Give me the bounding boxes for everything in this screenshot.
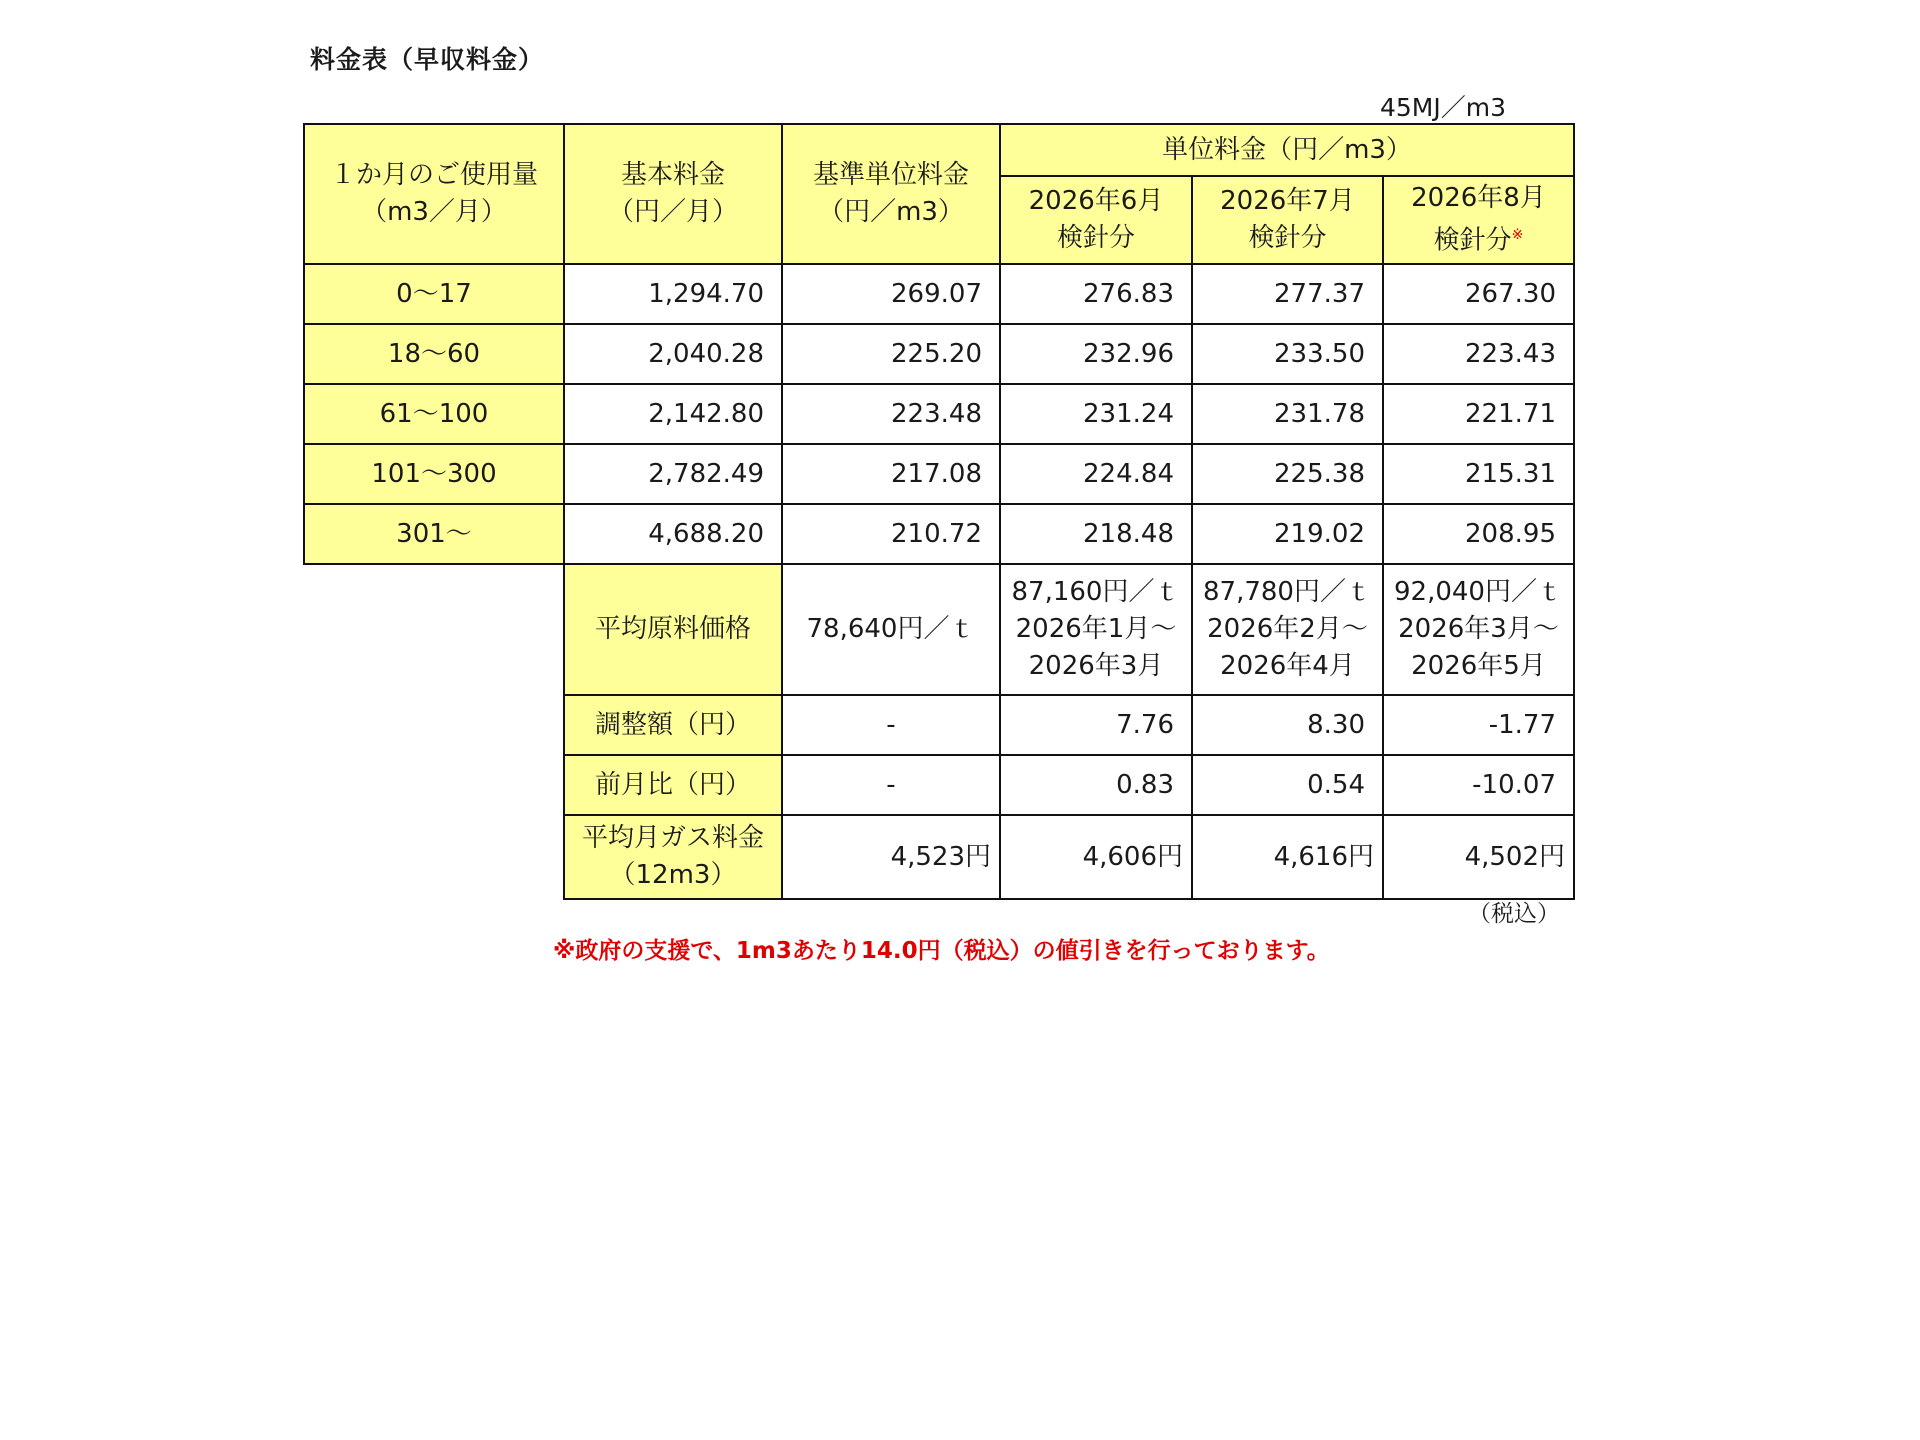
avg-bill-label-line1: 平均月ガス料金 xyxy=(581,823,764,853)
avg-bill-label-line2: （12m3） xyxy=(609,860,737,890)
month-3-cell: 223.43 xyxy=(1382,323,1575,385)
header-std-unit xyxy=(781,123,1001,265)
header-month-3-text: 検針分 xyxy=(1433,225,1512,256)
header-month-2-line1: 2026年7月 xyxy=(1220,186,1355,216)
month-2-cell: 277.37 xyxy=(1191,263,1384,325)
usage-cell: 101～300 xyxy=(303,443,565,505)
adjust-month-3: -1.77 xyxy=(1382,694,1575,756)
fuel-price-month-1-from: 2026年1月～ xyxy=(1015,614,1177,644)
header-unit-price xyxy=(999,123,1575,177)
fuel-price-label: 平均原料価格 xyxy=(563,563,783,696)
adjust-month-2: 8.30 xyxy=(1191,694,1384,756)
fuel-price-month-2-to: 2026年4月 xyxy=(1220,651,1355,681)
usage-cell: 301～ xyxy=(303,503,565,565)
fuel-price-month-1-price: 87,160円／ｔ xyxy=(1011,577,1181,607)
header-month-3 xyxy=(1382,175,1575,265)
header-month-3-line1: 2026年8月 xyxy=(1411,183,1546,214)
header-month-3-mark: ※ xyxy=(1511,227,1524,244)
month-1-cell: 231.24 xyxy=(999,383,1193,445)
fuel-price-month-3-price: 92,040円／ｔ xyxy=(1394,577,1563,607)
adjust-month-1: 7.76 xyxy=(999,694,1193,756)
prev-diff-month-1: 0.83 xyxy=(999,754,1193,816)
fuel-price-month-2 xyxy=(1191,563,1384,696)
fuel-price-month-3 xyxy=(1382,563,1575,696)
fuel-price-month-1-to: 2026年3月 xyxy=(1028,651,1164,681)
prev-diff-month-3: -10.07 xyxy=(1382,754,1575,816)
header-month-2 xyxy=(1191,175,1384,265)
month-2-cell: 219.02 xyxy=(1191,503,1384,565)
header-usage xyxy=(303,123,565,265)
fuel-price-month-2-from: 2026年2月～ xyxy=(1207,614,1368,644)
month-1-cell: 224.84 xyxy=(999,443,1193,505)
fuel-price-month-3-to: 2026年5月 xyxy=(1411,651,1546,681)
fuel-price-month-3-from: 2026年3月～ xyxy=(1398,614,1559,644)
prev-diff-label: 前月比（円） xyxy=(563,754,783,816)
std-cell: 210.72 xyxy=(781,503,1001,565)
month-1-cell: 218.48 xyxy=(999,503,1193,565)
std-cell: 269.07 xyxy=(781,263,1001,325)
fuel-price-month-2-price: 87,780円／ｔ xyxy=(1203,577,1372,607)
tax-note: （税込） xyxy=(1468,901,1560,927)
header-month-1-line2: 検針分 xyxy=(1056,223,1135,253)
basic-cell: 2,040.28 xyxy=(563,323,783,385)
adjust-base: - xyxy=(781,694,1001,756)
month-1-cell: 232.96 xyxy=(999,323,1193,385)
avg-bill-label xyxy=(563,814,783,900)
header-month-2-line2: 検針分 xyxy=(1248,223,1327,253)
header-month-1 xyxy=(999,175,1193,265)
std-cell: 217.08 xyxy=(781,443,1001,505)
month-2-cell: 225.38 xyxy=(1191,443,1384,505)
basic-cell: 1,294.70 xyxy=(563,263,783,325)
subsidy-footnote: ※政府の支援で、1m3あたり14.0円（税込）の値引きを行っております。 xyxy=(553,938,1330,964)
std-cell: 225.20 xyxy=(781,323,1001,385)
usage-cell: 0～17 xyxy=(303,263,565,325)
fuel-price-base: 78,640円／ｔ xyxy=(781,563,1001,696)
avg-bill-month-2: 4,616円 xyxy=(1191,814,1384,900)
header-basic-line2: （円／月） xyxy=(607,197,738,227)
header-unit-price-label: 単位料金（円／m3） xyxy=(1162,134,1412,165)
header-std-unit-line2: （円／m3） xyxy=(818,197,964,227)
usage-cell: 61～100 xyxy=(303,383,565,445)
month-3-cell: 221.71 xyxy=(1382,383,1575,445)
header-month-1-line1: 2026年6月 xyxy=(1028,186,1164,216)
fuel-price-month-1 xyxy=(999,563,1193,696)
avg-bill-month-1: 4,606円 xyxy=(999,814,1193,900)
header-basic-line1: 基本料金 xyxy=(620,160,725,190)
header-std-unit-line1: 基準単位料金 xyxy=(812,160,969,190)
prev-diff-base: - xyxy=(781,754,1001,816)
std-cell: 223.48 xyxy=(781,383,1001,445)
month-3-cell: 267.30 xyxy=(1382,263,1575,325)
prev-diff-month-2: 0.54 xyxy=(1191,754,1384,816)
avg-bill-month-3: 4,502円 xyxy=(1382,814,1575,900)
header-basic xyxy=(563,123,783,265)
month-2-cell: 231.78 xyxy=(1191,383,1384,445)
adjust-label: 調整額（円） xyxy=(563,694,783,756)
page-title: 料金表（早収料金） xyxy=(310,45,545,74)
month-1-cell: 276.83 xyxy=(999,263,1193,325)
month-3-cell: 215.31 xyxy=(1382,443,1575,505)
usage-cell: 18～60 xyxy=(303,323,565,385)
basic-cell: 2,142.80 xyxy=(563,383,783,445)
avg-bill-base: 4,523円 xyxy=(781,814,1001,900)
basic-cell: 4,688.20 xyxy=(563,503,783,565)
header-usage-line2: （m3／月） xyxy=(361,197,507,227)
basic-cell: 2,782.49 xyxy=(563,443,783,505)
unit-note: 45MJ／m3 xyxy=(1380,93,1507,122)
month-2-cell: 233.50 xyxy=(1191,323,1384,385)
header-month-3-line2 xyxy=(1434,217,1524,260)
header-usage-line1: １か月のご使用量 xyxy=(329,160,538,190)
month-3-cell: 208.95 xyxy=(1382,503,1575,565)
